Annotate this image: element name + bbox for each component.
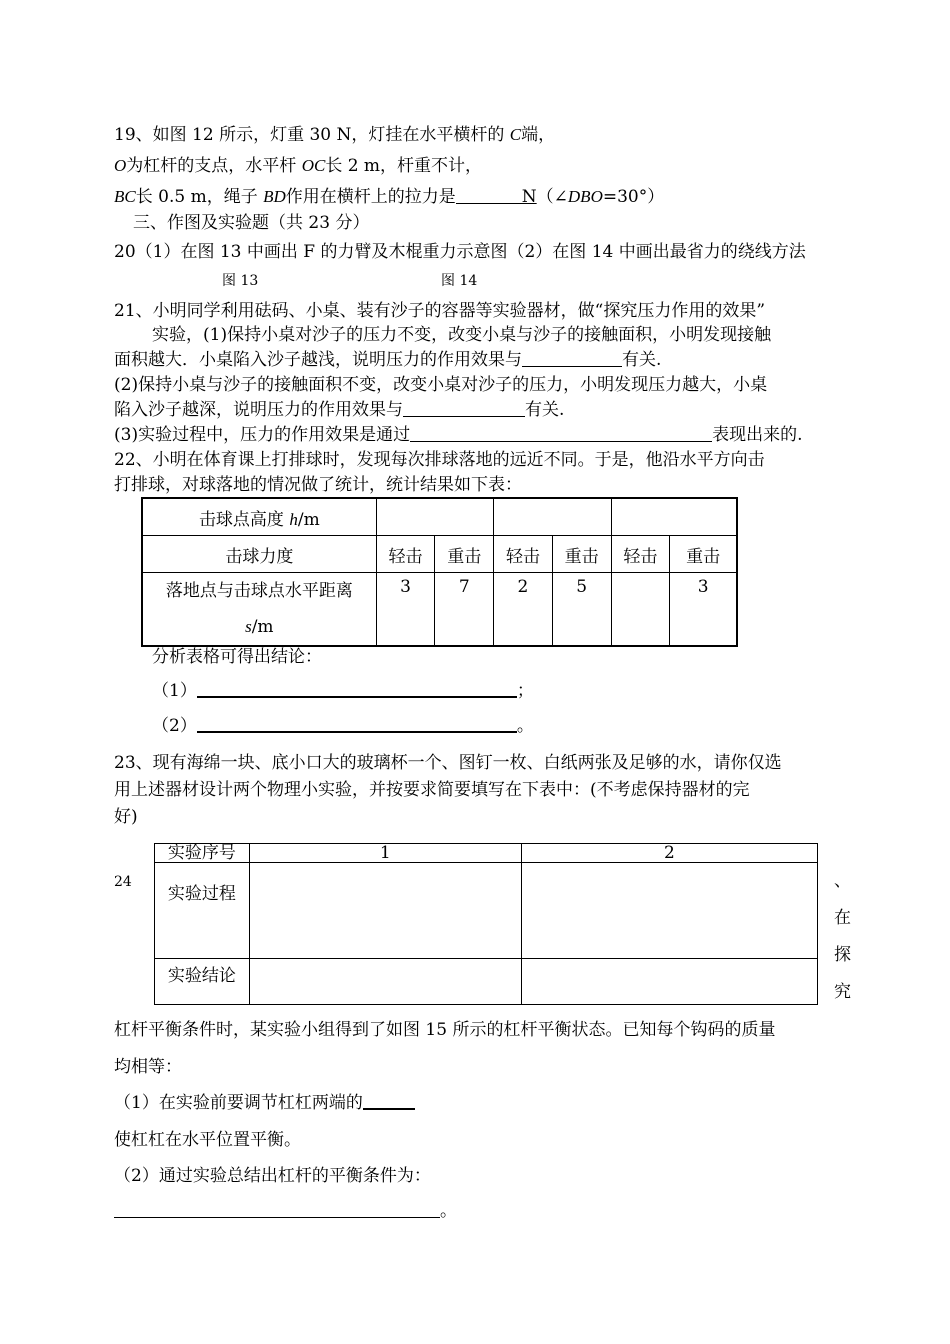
q22-conclusion-1: （1） ； (152, 681, 534, 701)
q19-line2: O为杠杆的支点，水平杆 OC长 2 m，杆重不计， (114, 156, 483, 176)
force-cell: 轻击 (611, 536, 670, 573)
q22-blank-1[interactable] (197, 680, 517, 698)
q21-blank-3[interactable] (410, 425, 712, 442)
section3-heading: 三、作图及实验题（共 23 分） (133, 213, 370, 233)
force-label-cell: 击球力度 (142, 536, 376, 573)
exp1-process-cell[interactable] (249, 863, 521, 959)
q24-side-text: 在 (834, 908, 851, 928)
exp1-header-cell: 1 (249, 844, 521, 863)
q19-answer-blank[interactable] (456, 187, 522, 204)
q23-line2: 用上述器材设计两个物理小实验，并按要求简要填写在下表中：(不考虑保持器材的完 (114, 780, 750, 800)
table-row (155, 959, 818, 1005)
q24-line3: （1）在实验前要调节杠杠两端的 (114, 1092, 415, 1114)
q21-line1: 21、小明同学利用砝码、小桌、装有沙子的容器等实验器材，做“探究压力作用的效果” (114, 301, 766, 321)
force-cell: 重击 (552, 536, 611, 573)
q21-line4: (2)保持小桌与沙子的接触面积不变，改变小桌对沙子的压力，小明发现压力越大，小桌 (114, 375, 768, 395)
force-cell: 重击 (435, 536, 494, 573)
q22-conclusion-label: 分析表格可得出结论： (152, 647, 322, 667)
q23-line1: 23、现有海绵一块、底小口大的玻璃杯一个、图钉一枚、白纸两张及足够的水，请你仅选 (114, 753, 782, 773)
distance-cell: 2 (494, 573, 553, 647)
q22-blank-2[interactable] (197, 715, 517, 733)
distance-cell: 5 (552, 573, 611, 647)
q23-experiment-table (154, 843, 818, 1005)
q21-blank-1[interactable] (522, 350, 622, 367)
q22-line2: 打排球，对球落地的情况做了统计，统计结果如下表： (114, 475, 522, 495)
q22-line1: 22、小明在体育课上打排球时，发现每次排球落地的远近不同。于是，他沿水平方向击 (114, 450, 765, 470)
q19-line1: 19、如图 12 所示，灯重 30 N，灯挂在水平横杆的 C端， (114, 125, 556, 145)
table-row (155, 863, 818, 959)
q22-data-table (141, 497, 738, 647)
table-row (142, 498, 737, 536)
force-cell: 轻击 (376, 536, 435, 573)
table-row (142, 536, 737, 573)
exp2-process-cell[interactable] (521, 863, 817, 959)
conclusion-label-cell: 实验结论 (155, 959, 250, 1005)
distance-cell (611, 573, 670, 647)
q21-line5: 陷入沙子越深，说明压力的作用效果与 有关. (114, 400, 565, 420)
q21-line6: (3)实验过程中，压力的作用效果是通过 表现出来的. (114, 425, 803, 445)
q24-side-text: 探 (834, 945, 851, 965)
height-value-cell (376, 498, 493, 536)
q21-line2: 实验，(1)保持小桌对沙子的压力不变，改变小桌与沙子的接触面积，小明发现接触 (152, 325, 772, 345)
q22-conclusion-2: （2） 。 (152, 716, 534, 736)
distance-label-cell: 落地点与击球点水平距离 s/m (142, 573, 376, 647)
q20-text: 20（1）在图 13 中画出 F 的力臂及木棍重力示意图（2）在图 14 中画出最省力的绕线方法 (114, 242, 806, 262)
q24-side-text: 、 (834, 871, 851, 891)
seq-header-cell: 实验序号 (155, 844, 250, 863)
q24-blank-2[interactable] (114, 1201, 440, 1218)
exp1-conclusion-cell[interactable] (249, 959, 521, 1005)
height-value-cell (611, 498, 737, 536)
fig14-caption: 图 14 (441, 273, 478, 289)
q19-line3: BC长 0.5 m，绳子 BD作用在横杆上的拉力是 N（∠DBO=30°） (114, 187, 665, 207)
force-cell: 重击 (670, 536, 737, 573)
table-row (155, 844, 818, 863)
distance-cell: 3 (670, 573, 737, 647)
q23-line3: 好) (114, 807, 138, 827)
distance-cell: 3 (376, 573, 435, 647)
height-label-cell: 击球点高度 h/m (142, 498, 376, 536)
q24-side-text: 究 (834, 982, 851, 1002)
q24-blank-1[interactable] (363, 1092, 415, 1110)
exp2-header-cell: 2 (521, 844, 817, 863)
q24-line6: 。 (114, 1200, 457, 1222)
process-label-cell: 实验过程 (155, 863, 250, 959)
q24-number: 24 (114, 874, 132, 890)
q24-line1: 杠杆平衡条件时，某实验小组得到了如图 15 所示的杠杆平衡状态。已知每个钩码的质量 (114, 1020, 776, 1040)
exp2-conclusion-cell[interactable] (521, 959, 817, 1005)
q24-line4: 使杠杠在水平位置平衡。 (114, 1130, 301, 1150)
distance-cell: 7 (435, 573, 494, 647)
q24-line5: （2）通过实验总结出杠杆的平衡条件为： (114, 1166, 431, 1186)
q21-line3: 面积越大．小桌陷入沙子越浅，说明压力的作用效果与 有关. (114, 350, 662, 370)
q21-blank-2[interactable] (403, 400, 525, 417)
height-value-cell (494, 498, 611, 536)
q24-line2: 均相等： (114, 1057, 182, 1077)
fig13-caption: 图 13 (222, 273, 259, 289)
force-cell: 轻击 (494, 536, 553, 573)
table-row (142, 573, 737, 647)
